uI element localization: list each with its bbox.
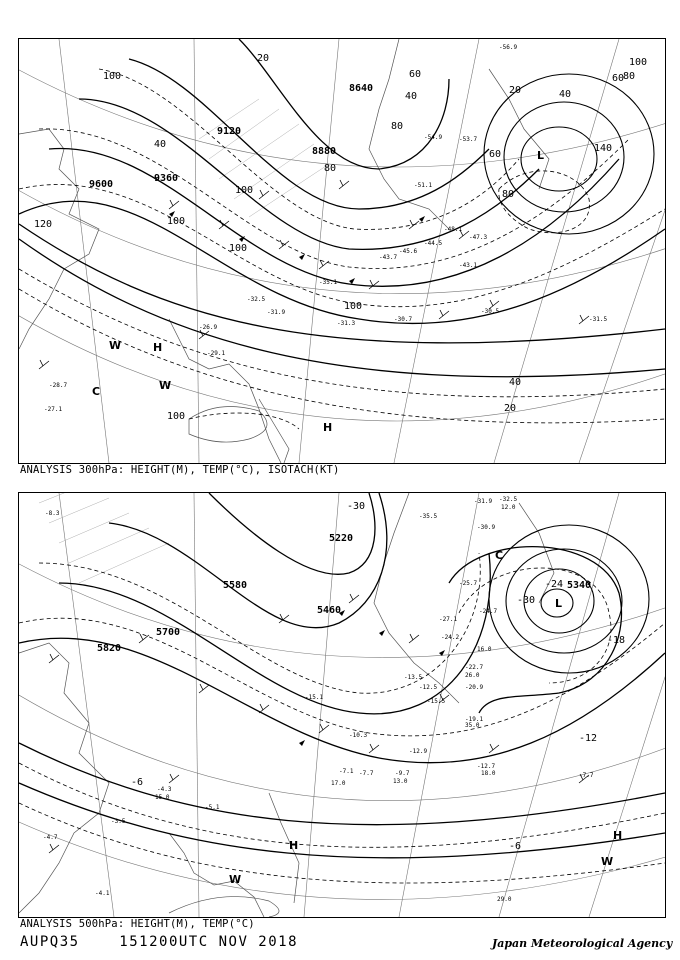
station-value: 17.0 bbox=[331, 780, 346, 787]
isotach-label: 100 bbox=[167, 216, 186, 227]
height-label: 9600 bbox=[89, 179, 114, 190]
isotach-label: 100 bbox=[235, 185, 254, 196]
isotach-label: 80 bbox=[391, 121, 404, 132]
isotach-label: 40 bbox=[405, 91, 418, 102]
isotach-label: 60 bbox=[612, 73, 625, 84]
station-temp: -43.7 bbox=[379, 254, 398, 261]
station-value: 29.0 bbox=[497, 896, 512, 903]
station-value: 12.0 bbox=[501, 504, 516, 511]
station-value: -13.5 bbox=[404, 674, 423, 681]
isotach-label: 40 bbox=[154, 139, 167, 150]
station-temp: -44.5 bbox=[424, 240, 443, 247]
high-center: H bbox=[289, 839, 299, 852]
isotherms bbox=[19, 553, 665, 883]
chart-300hpa-svg bbox=[19, 39, 665, 463]
station-value: -3.5 bbox=[111, 818, 126, 825]
high-center: H bbox=[153, 341, 163, 354]
hatch-area bbox=[39, 493, 169, 583]
height-label: 5580 bbox=[223, 580, 248, 591]
chart-500hpa bbox=[18, 492, 666, 918]
temp-label: -30 bbox=[517, 595, 536, 606]
isotach-label: 100 bbox=[344, 301, 363, 312]
agency-name: Japan Meteorological Agency bbox=[492, 937, 673, 950]
station-value: -9.7 bbox=[395, 770, 410, 777]
station-value: -19.1 bbox=[465, 716, 484, 723]
wind-barbs bbox=[49, 594, 589, 853]
isotach-label: 100 bbox=[629, 57, 648, 68]
bulletin-code: AUPQ35 bbox=[20, 934, 80, 950]
caption-500hpa: ANALYSIS 500hPa: HEIGHT(M), TEMP(°C) bbox=[20, 918, 255, 930]
isotach-label: 140 bbox=[594, 143, 613, 154]
height-label: 8880 bbox=[312, 146, 337, 157]
isotach-label: 100 bbox=[103, 71, 122, 82]
low-center: L bbox=[555, 597, 563, 610]
station-temp: -51.1 bbox=[414, 182, 433, 189]
temp-label: -18 bbox=[607, 635, 626, 646]
station-value: -15.5 bbox=[427, 698, 446, 705]
station-value: -4.7 bbox=[43, 834, 58, 841]
station-temp: -27.1 bbox=[44, 406, 63, 413]
station-temp: -26.9 bbox=[199, 324, 218, 331]
station-value: -24.7 bbox=[479, 608, 498, 615]
station-temp: -30.7 bbox=[394, 316, 413, 323]
isotach-label: 20 bbox=[509, 85, 522, 96]
station-value: -8.3 bbox=[45, 510, 60, 517]
height-label: 5460 bbox=[317, 605, 342, 616]
station-value: 26.0 bbox=[465, 672, 480, 679]
coastline bbox=[19, 39, 549, 463]
bulletin-datetime: 151200UTC NOV 2018 bbox=[119, 934, 299, 950]
bulletin-header bbox=[20, 934, 298, 950]
station-value: -4.3 bbox=[157, 786, 172, 793]
station-temp: -53.7 bbox=[459, 136, 478, 143]
station-value: -24.2 bbox=[441, 634, 460, 641]
station-value: -4.1 bbox=[95, 890, 110, 897]
station-value: 13.0 bbox=[393, 778, 408, 785]
station-value: -20.9 bbox=[465, 684, 484, 691]
height-label: 5700 bbox=[156, 627, 181, 638]
station-temp: -54.9 bbox=[424, 134, 443, 141]
temp-label: -30 bbox=[347, 501, 366, 512]
station-value: 16.0 bbox=[477, 646, 492, 653]
isotach-label: 40 bbox=[509, 377, 522, 388]
station-temp: -48.1 bbox=[444, 226, 463, 233]
station-value: -25.7 bbox=[459, 580, 478, 587]
station-temp: -32.5 bbox=[247, 296, 266, 303]
cold-center: C bbox=[92, 385, 101, 398]
warm-center: W bbox=[601, 855, 614, 868]
station-value: 15.0 bbox=[155, 794, 170, 801]
warm-center: W bbox=[109, 339, 122, 352]
isotach-label: 20 bbox=[504, 403, 517, 414]
station-value: -31.9 bbox=[474, 498, 493, 505]
graticule bbox=[19, 493, 665, 917]
station-value: -15.1 bbox=[305, 694, 324, 701]
temp-label: -24 bbox=[545, 579, 564, 590]
isotach-label: 100 bbox=[229, 243, 248, 254]
station-value: -12.7 bbox=[477, 763, 496, 770]
high-center: H bbox=[613, 829, 623, 842]
temp-label: -6 bbox=[509, 841, 522, 852]
station-value: -30.9 bbox=[477, 524, 496, 531]
station-temp: -56.9 bbox=[499, 44, 518, 51]
height-label: 5340 bbox=[567, 580, 592, 591]
warm-center: W bbox=[159, 379, 172, 392]
isotach-label: 120 bbox=[34, 219, 53, 230]
station-value: -22.7 bbox=[465, 664, 484, 671]
station-value: -7.7 bbox=[359, 770, 374, 777]
isotach-label: 80 bbox=[623, 71, 636, 82]
station-temp: -43.1 bbox=[459, 262, 478, 269]
station-temp: -28.7 bbox=[49, 382, 68, 389]
cold-center: C bbox=[495, 549, 504, 562]
isotach-label: 60 bbox=[489, 149, 502, 160]
isotach-label: 20 bbox=[257, 53, 270, 64]
low-center: L bbox=[537, 149, 545, 162]
isotach-label: 40 bbox=[559, 89, 572, 100]
isotach-label: 60 bbox=[409, 69, 422, 80]
station-value: -7.1 bbox=[339, 768, 354, 775]
station-temp: -30.5 bbox=[481, 308, 500, 315]
height-label: 8640 bbox=[349, 83, 374, 94]
station-value: -10.3 bbox=[349, 732, 368, 739]
station-value: -12.9 bbox=[409, 748, 428, 755]
station-value: -35.5 bbox=[419, 513, 438, 520]
station-value: -27.1 bbox=[439, 616, 458, 623]
height-label: 9120 bbox=[217, 126, 242, 137]
station-value: -7.7 bbox=[579, 772, 594, 779]
station-temp: -31.5 bbox=[589, 316, 608, 323]
station-value: 35.0 bbox=[465, 722, 480, 729]
warm-center: W bbox=[229, 873, 242, 886]
station-temp: -45.6 bbox=[399, 248, 418, 255]
station-temp: -47.3 bbox=[469, 234, 488, 241]
station-value: -32.5 bbox=[499, 496, 518, 503]
temp-label: -6 bbox=[131, 777, 144, 788]
station-value: -12.5 bbox=[419, 684, 438, 691]
hatch-area bbox=[199, 99, 329, 217]
chart-300hpa bbox=[18, 38, 666, 464]
temp-label: -12 bbox=[579, 733, 598, 744]
height-label: 9360 bbox=[154, 173, 179, 184]
station-temp: -29.1 bbox=[207, 350, 226, 357]
height-label: 5220 bbox=[329, 533, 354, 544]
station-value: -5.1 bbox=[205, 804, 220, 811]
low-rings bbox=[489, 525, 649, 673]
chart-500hpa-svg bbox=[19, 493, 665, 917]
isotach-label: 80 bbox=[324, 163, 337, 174]
station-temp: -31.9 bbox=[267, 309, 286, 316]
height-label: 5820 bbox=[97, 643, 122, 654]
isotach-label: 100 bbox=[167, 411, 186, 422]
station-value: 18.0 bbox=[481, 770, 496, 777]
caption-300hpa: ANALYSIS 300hPa: HEIGHT(M), TEMP(°C), ISOTACH(KT) bbox=[20, 464, 340, 476]
isotach-label: 80 bbox=[502, 189, 515, 200]
high-center: H bbox=[323, 421, 333, 434]
height-contours bbox=[19, 493, 665, 858]
station-temp: -31.3 bbox=[337, 320, 356, 327]
station-temp: -35.1 bbox=[319, 279, 338, 286]
